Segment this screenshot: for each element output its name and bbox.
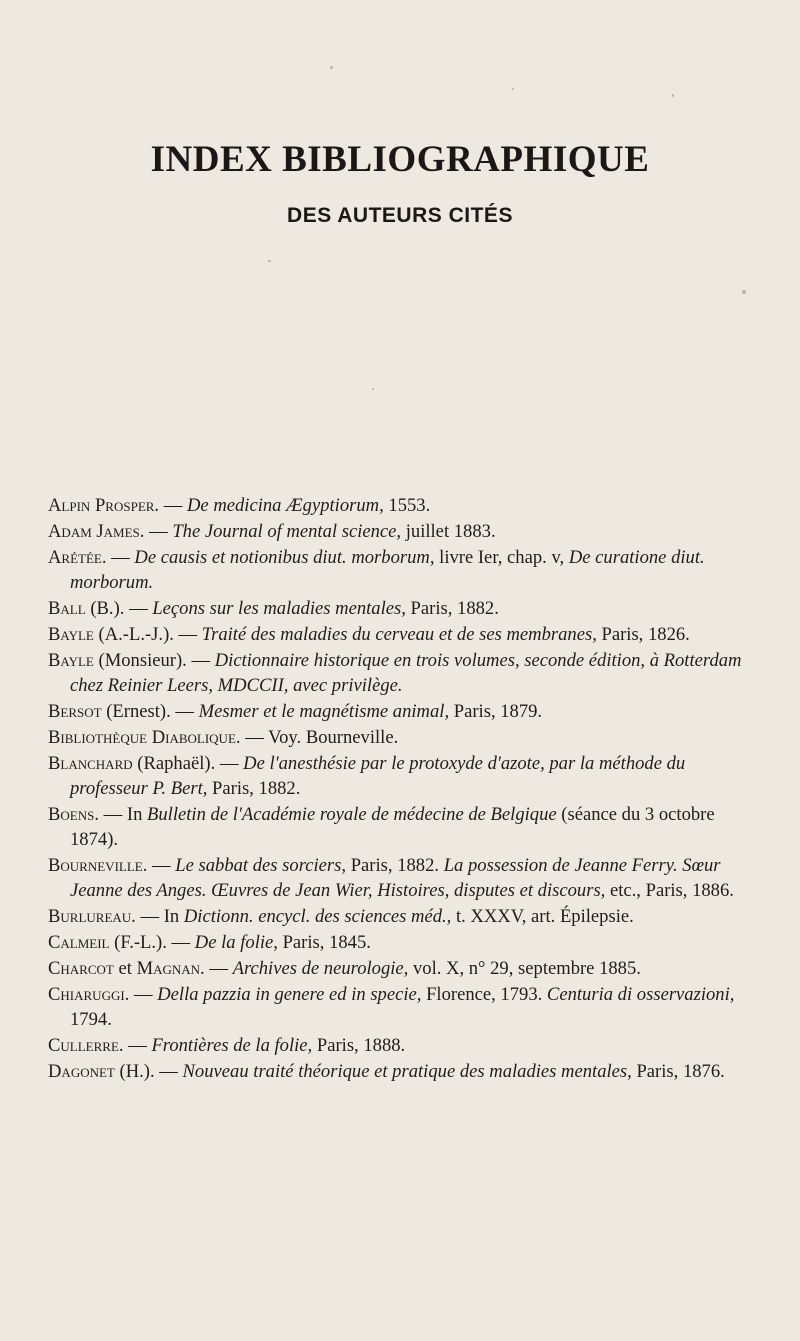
bibliography-entry (48, 803, 760, 853)
entry-work-title: Bulletin de l'Académie royale de médecine de Belgique (147, 804, 557, 826)
entry-work-title: The Journal of mental science, (172, 521, 402, 543)
entry-author: Bibliothèque Diabolique. (48, 727, 241, 749)
bibliography-list (48, 494, 760, 1086)
entry-text: — (129, 984, 158, 1006)
entry-work-title: Dictionn. encycl. des sciences méd., (183, 906, 452, 928)
entry-work-title: Le sabbat des sorciers, (175, 855, 347, 877)
entry-author: Cullerre. (48, 1035, 124, 1057)
entry-author: Bersot (48, 701, 102, 723)
entry-work-title: Della pazzia in genere ed in specie, (157, 984, 422, 1006)
entry-work-title: Leçons sur les maladies mentales, (152, 598, 406, 620)
entry-text: Paris, 1882. (207, 778, 301, 800)
entry-work-title: Frontières de la folie, (151, 1035, 313, 1057)
entry-author: Magnan. (136, 958, 205, 980)
bibliography-entry (48, 597, 760, 622)
bibliography-entry (48, 494, 760, 519)
print-speck (372, 388, 374, 390)
entry-text: etc., Paris, 1886. (605, 879, 734, 901)
entry-author: Alpin Prosper. (48, 495, 160, 516)
bibliography-entry (48, 983, 760, 1033)
bibliography-entry (48, 931, 760, 956)
entry-text: (Raphaël). — (132, 753, 244, 775)
entry-text: 1794. (70, 1009, 112, 1031)
print-speck (742, 290, 746, 294)
entry-text: — (144, 521, 173, 543)
bibliography-entry (48, 957, 760, 982)
entry-author: Bourneville. (48, 855, 148, 877)
entry-work-title: Centuria di osservazioni, (546, 984, 735, 1006)
entry-work-title: De l'anesthésie par le protoxyde d'azote, par la méthode du professeur P. Bert, (70, 753, 686, 800)
entry-text: — In (135, 906, 184, 928)
entry-text: — In (99, 804, 148, 826)
entry-work-title: Mesmer et le magnétisme animal, (198, 701, 450, 723)
entry-text: 1553. (383, 495, 431, 516)
entry-author: Bayle (48, 650, 94, 672)
entry-text: (Ernest). — (101, 701, 199, 723)
page-subtitle: DES AUTEURS CITÉS (287, 204, 513, 227)
entry-work-title: Dictionnaire historique en trois volumes, seconde édition, à Rotterdam chez Reinier Leers, MDCCII, avec privilège. (70, 650, 742, 697)
entry-work-title: De curatione diut. morborum. (70, 547, 705, 593)
entry-text: Paris, 1882. (346, 855, 444, 877)
entry-author: Dagonet (48, 1061, 115, 1083)
entry-text: (Monsieur). — (93, 650, 215, 672)
bibliography-entry (48, 752, 760, 802)
entry-author: Chiaruggi. (48, 984, 130, 1006)
entry-work-title: Traité des maladies du cerveau et de ses membranes, (201, 624, 597, 646)
entry-work-title: De la folie, (194, 932, 278, 954)
bibliography-entry (48, 1060, 760, 1085)
entry-text: livre Ier, chap. v, (434, 547, 569, 569)
entry-author: Adam James. (48, 521, 145, 543)
bibliography-entry (48, 623, 760, 648)
entry-text: Paris, 1876. (631, 1061, 725, 1083)
entry-text: (séance du 3 octobre 1874). (70, 804, 715, 851)
entry-work-title: De causis et notionibus diut. morborum, (134, 547, 435, 569)
print-speck (330, 66, 333, 69)
bibliography-entry (48, 1034, 760, 1059)
entry-author: Bayle (48, 624, 94, 646)
entry-text: juillet 1883. (401, 521, 496, 543)
bibliography-entry (48, 546, 760, 596)
bibliography-entry (48, 905, 760, 930)
print-speck (512, 88, 514, 90)
entry-text: Paris, 1845. (277, 932, 371, 954)
bibliography-entry (48, 726, 760, 751)
entry-text: — Voy. Bourneville. (240, 727, 399, 749)
page-title: INDEX BIBLIOGRAPHIQUE (150, 139, 650, 180)
entry-text: Paris, 1888. (312, 1035, 406, 1057)
entry-text: — (123, 1035, 152, 1057)
entry-text: — (159, 495, 187, 516)
bibliography-entry (48, 520, 760, 545)
entry-text: Paris, 1826. (596, 624, 690, 646)
print-speck (672, 94, 674, 97)
print-speck (268, 260, 271, 262)
entry-text: et (113, 958, 137, 980)
entry-author: Charcot (48, 958, 114, 980)
entry-text: t. XXXV, art. Épilepsie. (451, 906, 634, 928)
entry-text: Florence, 1793. (421, 984, 547, 1006)
bibliography-entry (48, 649, 760, 699)
entry-text: (B.). — (85, 598, 153, 620)
entry-text: vol. X, n° 29, septembre 1885. (408, 958, 641, 980)
entry-author: Arétée. (48, 547, 107, 569)
bibliography-entry (48, 700, 760, 725)
entry-text: — (204, 958, 233, 980)
entry-work-title: Nouveau traité théorique et pratique des maladies mentales, (182, 1061, 632, 1083)
entry-text: Paris, 1879. (449, 701, 543, 723)
entry-text: (A.-L.-J.). — (93, 624, 202, 646)
entry-text: (F.-L.). — (109, 932, 195, 954)
entry-author: Blanchard (48, 753, 133, 775)
entry-work-title: De medicina Ægyptiorum, (186, 495, 384, 516)
entry-text: — (147, 855, 176, 877)
entry-author: Burlureau. (48, 906, 136, 928)
entry-author: Calmeil (48, 932, 110, 954)
entry-work-title: La possession de Jeanne Ferry. Sœur Jeanne des Anges. Œuvres de Jean Wier, Histoires, disputes et discours, (70, 855, 721, 901)
bibliography-entry (48, 854, 760, 904)
entry-text: (H.). — (114, 1061, 183, 1083)
entry-text: Paris, 1882. (405, 598, 499, 620)
entry-work-title: Archives de neurologie, (232, 958, 409, 980)
entry-text: — (106, 547, 135, 569)
entry-author: Boens. (48, 804, 99, 826)
entry-author: Ball (48, 598, 86, 620)
